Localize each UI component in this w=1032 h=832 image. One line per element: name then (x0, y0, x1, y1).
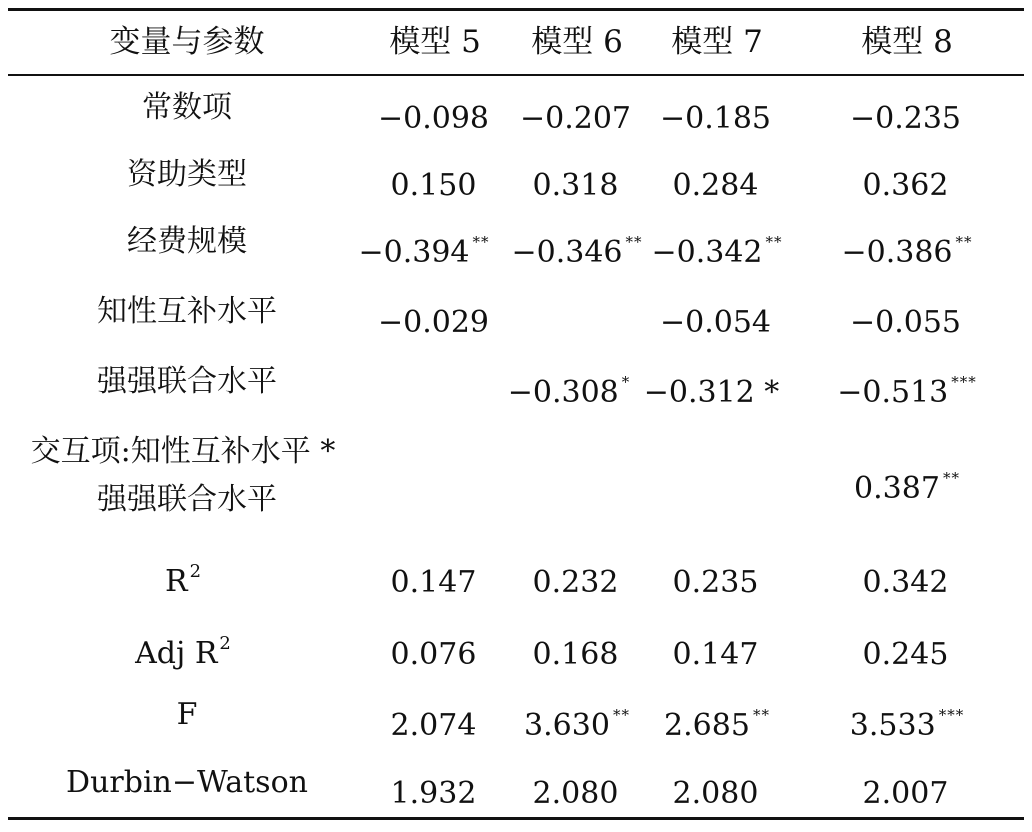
table-cell: −0.308 * (507, 373, 631, 410)
table-cell: 0.362 (862, 168, 949, 203)
table-cell: 0.232 (532, 565, 619, 600)
table-cell: 0.284 (672, 168, 759, 203)
header-model-5: 模型 5 (389, 24, 481, 60)
table-cell: 0.318 (532, 168, 619, 203)
table-cell: 1.932 (390, 776, 477, 811)
table-cell: −0.098 (377, 101, 490, 136)
table-cell: −0.054 (659, 305, 772, 340)
table-cell: 0.342 (862, 565, 949, 600)
table-cell: −0.185 (659, 101, 772, 136)
table-cell: −0.207 (519, 101, 632, 136)
table-cell: −0.235 (849, 101, 962, 136)
table-cell: 3.533 *** (849, 706, 965, 743)
table-cell: 0.235 (672, 565, 759, 600)
row-label: 知性互补水平 (97, 294, 277, 329)
table-cell: 2.080 (672, 776, 759, 811)
table-cell (576, 460, 579, 507)
table-cell (434, 460, 437, 507)
row-label: Adj R $^2$ (135, 633, 231, 671)
table-cell: −0.513 *** (837, 373, 977, 410)
header-model-6: 模型 6 (531, 24, 623, 60)
row-label: Durbin−Watson (66, 765, 308, 800)
row-label: F (176, 697, 198, 732)
row-label: 强强联合水平 (97, 364, 277, 399)
row-label: 常数项 (142, 90, 232, 125)
table-cell: −0.342 ** (651, 233, 783, 270)
table-cell (434, 364, 437, 411)
table-header-rule (8, 74, 1024, 76)
table-cell: −0.312 * (643, 375, 780, 410)
table-cell: −0.029 (377, 305, 490, 340)
header-model-7: 模型 7 (671, 24, 763, 60)
header-variables: 变量与参数 (109, 24, 265, 60)
table-cell: −0.394 ** (358, 233, 490, 270)
table-bottom-rule (8, 817, 1024, 820)
table-cell: −0.055 (849, 305, 962, 340)
row-label: 经费规模 (127, 224, 247, 259)
table-cell (716, 460, 719, 507)
table-cell (576, 294, 579, 341)
table-cell: 2.685 ** (664, 706, 770, 743)
row-label-line1: 交互项:知性互补水平 * (30, 434, 336, 469)
table-cell: 2.007 (862, 776, 949, 811)
table-cell: 0.147 (390, 565, 477, 600)
table-top-rule (8, 8, 1024, 11)
header-model-8: 模型 8 (861, 24, 953, 60)
table-cell: 0.076 (390, 637, 477, 672)
row-label: 资助类型 (127, 157, 247, 192)
table-cell: −0.346 ** (511, 233, 643, 270)
row-label: R $^2$ (164, 561, 202, 599)
table-cell: 2.074 (390, 708, 477, 743)
table-cell: 0.168 (532, 637, 619, 672)
table-cell: 0.147 (672, 637, 759, 672)
table-cell: 0.387 ** (854, 469, 960, 506)
table-cell: 3.630 ** (524, 706, 630, 743)
row-label-line2: 强强联合水平 (97, 482, 277, 517)
table-cell: 2.080 (532, 776, 619, 811)
table-cell: 0.150 (390, 168, 477, 203)
table-cell: 0.245 (862, 637, 949, 672)
table-cell: −0.386 ** (841, 233, 973, 270)
